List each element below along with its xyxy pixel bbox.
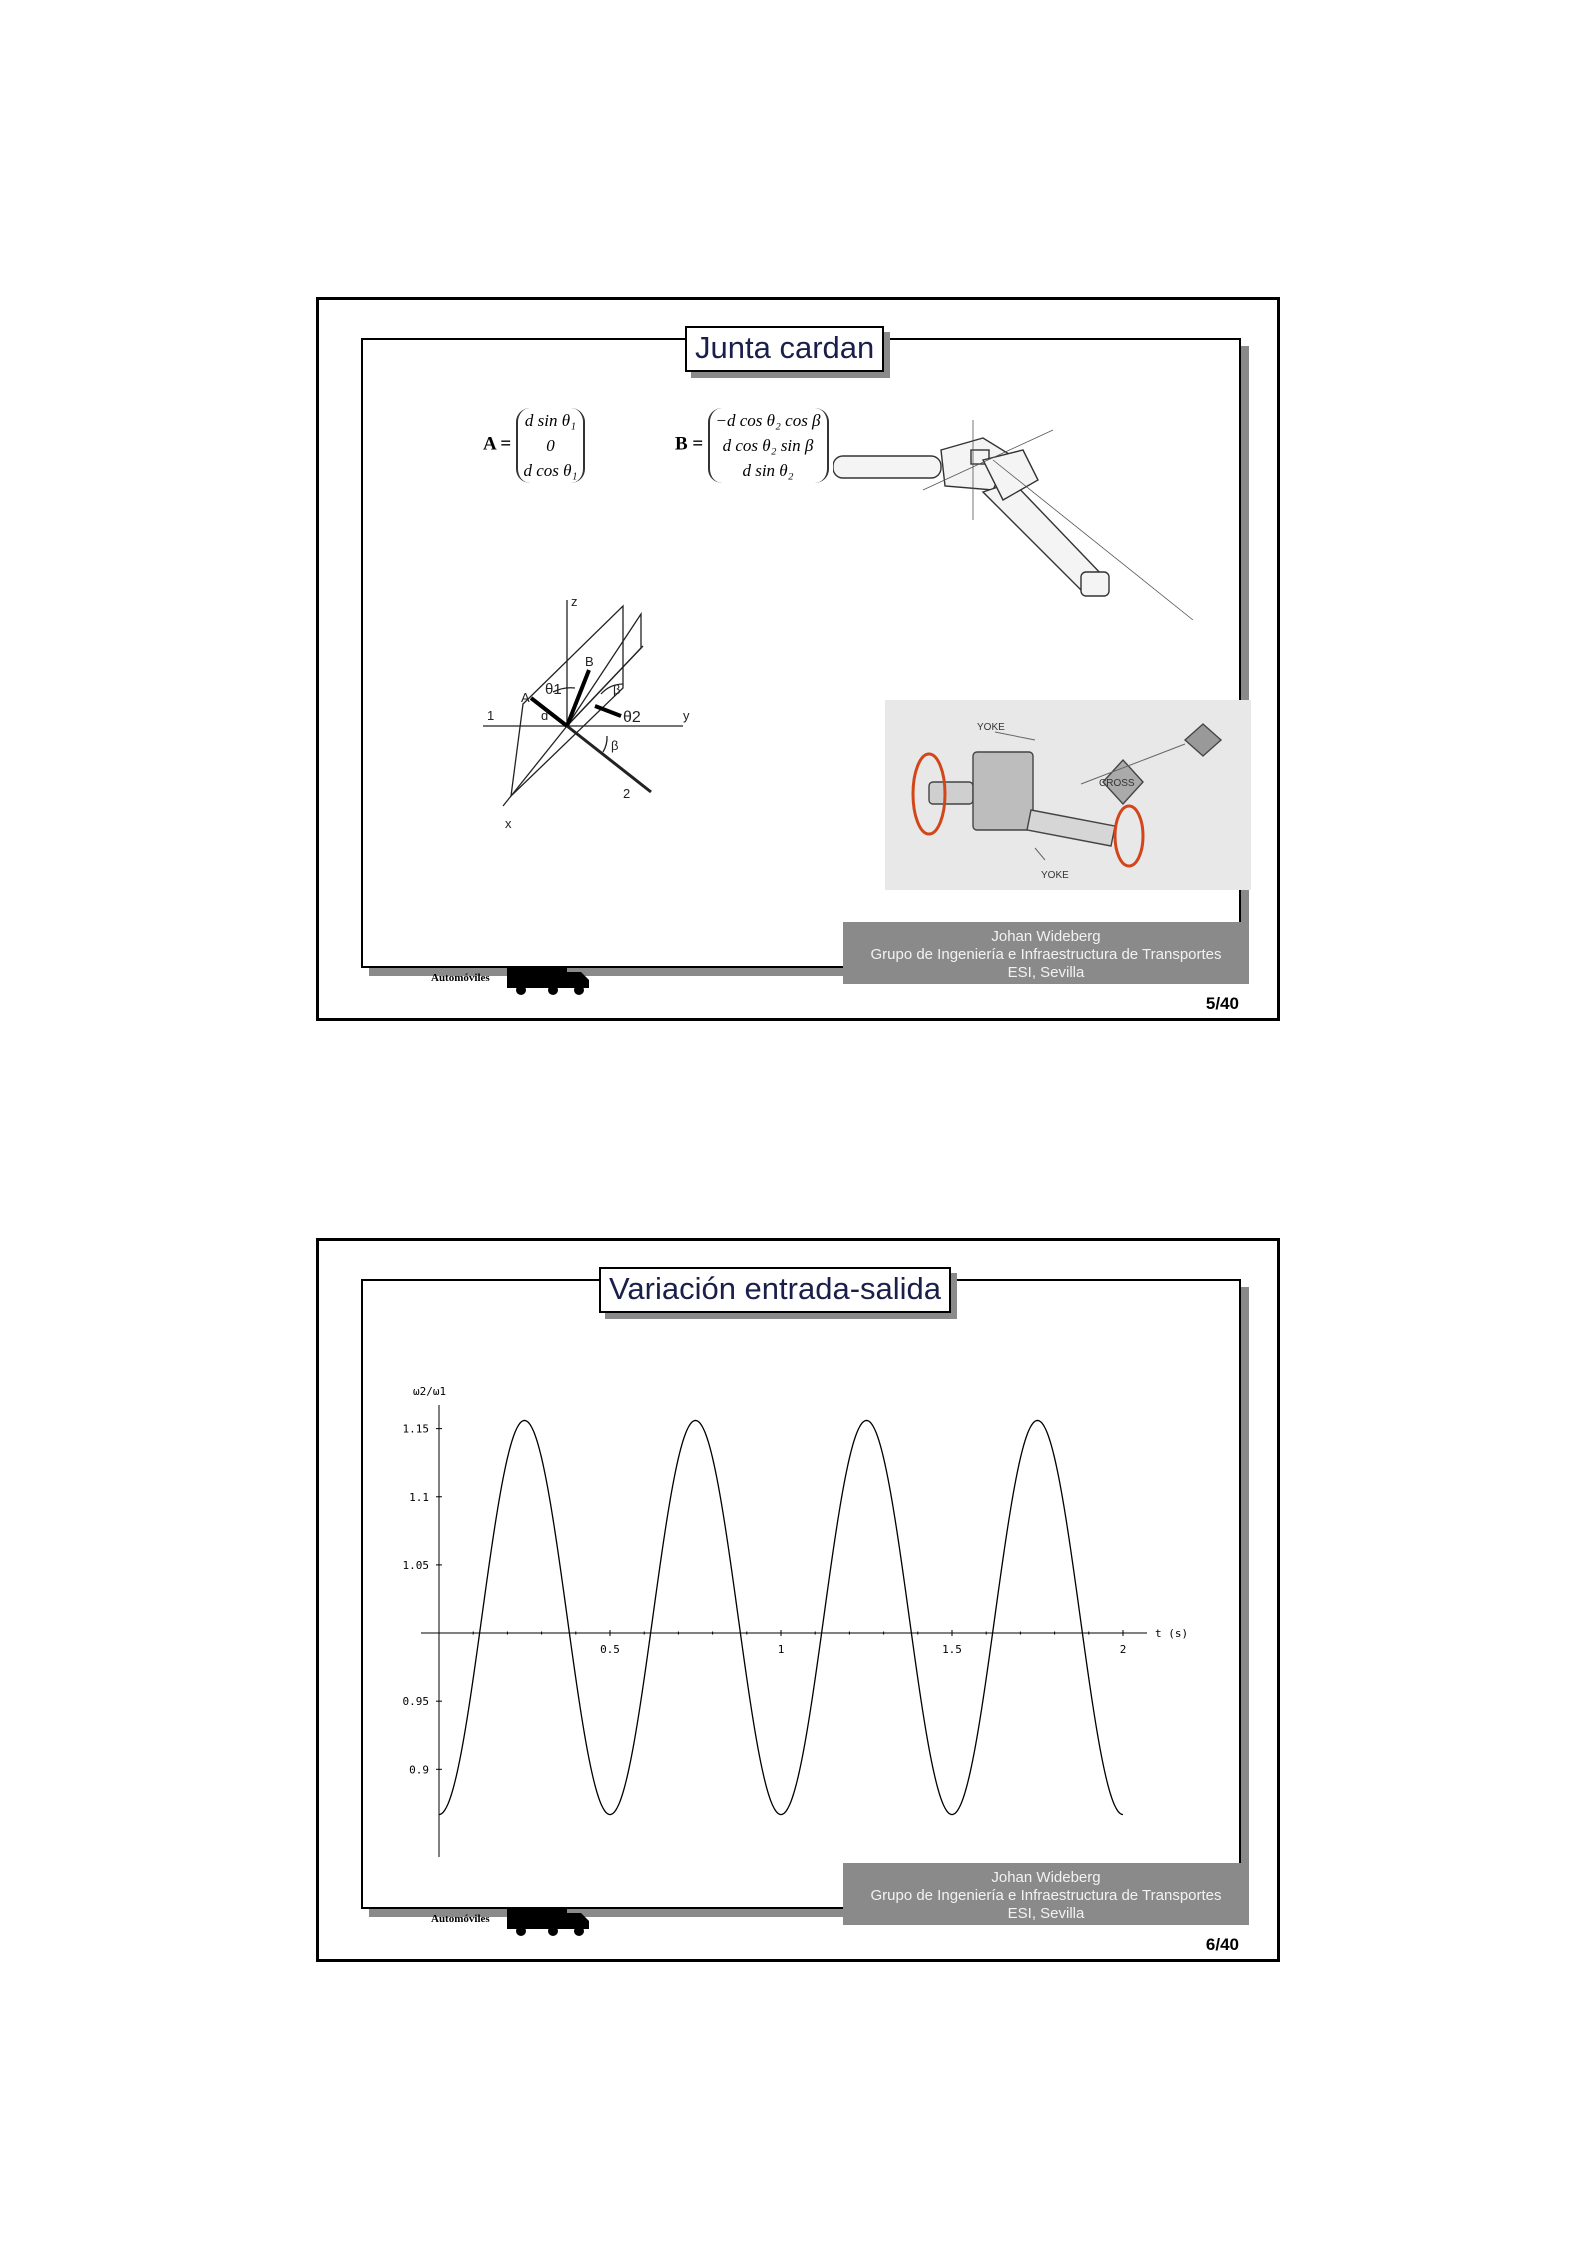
cardan-joint-sketch (833, 420, 1213, 620)
slide-title: Junta cardan (685, 326, 884, 372)
author-box (843, 922, 1249, 984)
equation-a-lhs: A = (483, 433, 512, 455)
author-name: Johan Wideberg (991, 1869, 1101, 1886)
label-beta-top: β (613, 682, 621, 697)
beta-arc-bottom (603, 736, 607, 752)
equation-b-row: d cos θ₂ sin β (722, 436, 814, 455)
y-tick-label: 1.1 (409, 1490, 429, 1504)
equation-b-row: d sin θ₂ (742, 461, 794, 480)
x-axis-label: t (s) (1155, 1627, 1189, 1641)
yoke-cross-photo (885, 700, 1251, 890)
y-axis-label: ω2/ω1 (413, 1385, 447, 1398)
equation-a-vector (516, 408, 586, 483)
label-yoke-top: YOKE (977, 722, 1005, 733)
slide-title: Variación entrada-salida (599, 1267, 951, 1313)
equation-a-row: d sin θ₁ (524, 411, 577, 430)
label-2: 2 (623, 786, 631, 801)
brand-label: Automóviles (431, 972, 490, 984)
x-tick-label: 0.5 (600, 1643, 620, 1657)
y-tick-label: 1.15 (402, 1422, 429, 1436)
ratio-chart (363, 1281, 1239, 1907)
equation-b-lhs: B = (675, 433, 704, 455)
chart-series-ratio (439, 1420, 1123, 1814)
label-cross: CROSS (1099, 778, 1135, 789)
equation-a-row: d cos θ₁ (523, 461, 578, 480)
slide-variacion-entrada-salida (316, 1238, 1280, 1962)
vector-a (531, 698, 567, 726)
page-number: 5/40 (1205, 994, 1239, 1013)
shaft-2-extension (567, 726, 651, 792)
brand-label: Automóviles (431, 1913, 490, 1925)
equation-b-row: −d cos θ₂ cos β (715, 411, 821, 430)
label-beta-bottom: β (611, 738, 619, 753)
cardan-geometry-diagram (483, 576, 773, 876)
label-theta1: θ1 (545, 681, 562, 698)
author-group: Grupo de Ingeniería e Infraestructura de Transportes (870, 946, 1222, 963)
y-tick-label: 0.95 (402, 1695, 429, 1709)
x-tick-label: 1 (777, 1643, 785, 1657)
label-a: A (521, 690, 530, 705)
label-1: 1 (487, 708, 495, 723)
x-tick-label: 2 (1119, 1643, 1127, 1657)
author-box (843, 1863, 1249, 1925)
author-place: ESI, Sevilla (1007, 964, 1085, 981)
author-place: ESI, Sevilla (1007, 1905, 1085, 1922)
label-d: d (541, 708, 549, 723)
label-b: B (585, 654, 594, 669)
equation-a-row: 0 (546, 436, 555, 455)
label-yoke-bottom: YOKE (1041, 870, 1069, 881)
page-number: 6/40 (1205, 1935, 1239, 1954)
y-tick-label: 0.9 (409, 1763, 429, 1777)
y-tick-label: 1.05 (402, 1558, 429, 1572)
author-group: Grupo de Ingeniería e Infraestructura de Transportes (870, 1887, 1222, 1904)
label-x: x (505, 816, 512, 831)
label-theta2: θ2 (623, 709, 641, 726)
label-y: y (683, 708, 690, 723)
label-z: z (571, 594, 578, 609)
input-shaft (833, 456, 941, 478)
author-name: Johan Wideberg (991, 928, 1101, 945)
truck-icon (507, 964, 591, 996)
output-shaft-end (1081, 572, 1109, 596)
x-tick-label: 1.5 (942, 1643, 962, 1657)
slide-frame (361, 330, 1241, 968)
slide-junta-cardan (316, 297, 1280, 1021)
truck-icon (507, 1905, 591, 1937)
slide-frame (361, 1271, 1241, 1909)
equation-b (675, 408, 829, 483)
equation-b-vector (708, 408, 829, 483)
equation-a (483, 408, 585, 483)
